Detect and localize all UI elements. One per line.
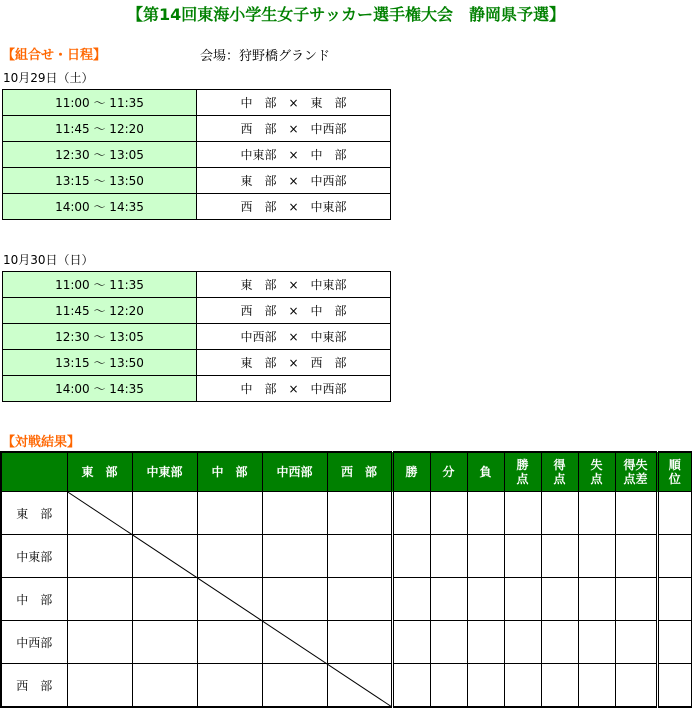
day-1-label: 10月29日（土） <box>3 71 94 85</box>
stat-header-rank: 順 位 <box>657 452 692 492</box>
score-cell <box>327 492 392 535</box>
results-header-row <box>1 452 692 492</box>
match-time: 12:30 ～ 13:05 <box>3 142 197 168</box>
score-cell <box>67 621 132 664</box>
score-cell <box>262 578 327 621</box>
table-row <box>3 272 391 298</box>
schedule-table-day-1 <box>2 89 391 220</box>
score-cell <box>262 535 327 578</box>
team-row-header: 中 部 <box>1 578 67 621</box>
stat-cell <box>541 492 578 535</box>
stat-cell <box>392 535 430 578</box>
stat-cell <box>541 621 578 664</box>
match-pairing: 西 部 × 中西部 <box>197 116 391 142</box>
venue-label: 会場：狩野橋グランド <box>200 49 331 64</box>
stat-cell <box>504 664 541 708</box>
score-cell <box>132 492 197 535</box>
stat-cell <box>615 535 657 578</box>
stat-cell <box>578 621 615 664</box>
stat-cell <box>578 535 615 578</box>
match-time: 12:30 ～ 13:05 <box>3 324 197 350</box>
table-row <box>3 142 391 168</box>
table-row <box>1 664 692 708</box>
score-cell <box>327 535 392 578</box>
score-cell <box>327 664 392 708</box>
team-row-header: 西 部 <box>1 664 67 708</box>
score-cell <box>197 621 262 664</box>
score-cell <box>132 578 197 621</box>
team-column-header: 東 部 <box>67 452 132 492</box>
team-column-header: 西 部 <box>327 452 392 492</box>
page-title: 【第14回東海小学生女子サッカー選手権大会 静岡県予選】 <box>127 5 565 24</box>
score-cell <box>67 535 132 578</box>
team-row-header: 東 部 <box>1 492 67 535</box>
score-cell <box>327 621 392 664</box>
match-pairing: 中 部 × 中西部 <box>197 376 391 402</box>
stat-cell <box>467 535 504 578</box>
score-cell <box>262 621 327 664</box>
score-cell <box>67 578 132 621</box>
match-pairing: 西 部 × 中 部 <box>197 298 391 324</box>
stat-cell <box>430 578 467 621</box>
stat-cell <box>541 664 578 708</box>
table-row <box>3 116 391 142</box>
match-pairing: 西 部 × 中東部 <box>197 194 391 220</box>
match-pairing: 東 部 × 中西部 <box>197 168 391 194</box>
score-cell <box>262 664 327 708</box>
stat-cell <box>392 578 430 621</box>
score-cell <box>262 492 327 535</box>
stat-cell <box>657 578 692 621</box>
table-row <box>3 194 391 220</box>
stat-cell <box>392 664 430 708</box>
stat-cell <box>467 621 504 664</box>
team-row-header: 中東部 <box>1 535 67 578</box>
corner-cell <box>1 452 67 492</box>
match-pairing: 東 部 × 西 部 <box>197 350 391 376</box>
table-row <box>1 535 692 578</box>
match-time: 13:15 ～ 13:50 <box>3 168 197 194</box>
match-pairing: 東 部 × 中東部 <box>197 272 391 298</box>
stat-cell <box>578 664 615 708</box>
stat-cell <box>578 578 615 621</box>
stat-cell <box>615 578 657 621</box>
score-cell <box>67 492 132 535</box>
match-time: 11:45 ～ 12:20 <box>3 298 197 324</box>
score-cell <box>132 621 197 664</box>
match-time: 11:00 ～ 11:35 <box>3 272 197 298</box>
table-row <box>1 578 692 621</box>
results-heading: 【対戦結果】 <box>2 435 81 450</box>
day-2-label: 10月30日（日） <box>3 253 94 267</box>
stat-cell <box>541 535 578 578</box>
stat-cell <box>657 621 692 664</box>
team-column-header: 中東部 <box>132 452 197 492</box>
stat-cell <box>657 664 692 708</box>
schedule-table-day-2 <box>2 271 391 402</box>
table-row <box>1 621 692 664</box>
score-cell <box>197 664 262 708</box>
stat-header-goals-against: 失 点 <box>578 452 615 492</box>
match-time: 11:00 ～ 11:35 <box>3 90 197 116</box>
team-row-header: 中西部 <box>1 621 67 664</box>
stat-cell <box>430 535 467 578</box>
stat-cell <box>467 664 504 708</box>
table-row <box>3 168 391 194</box>
match-pairing: 中 部 × 東 部 <box>197 90 391 116</box>
score-cell <box>132 535 197 578</box>
table-row <box>3 298 391 324</box>
stat-cell <box>615 664 657 708</box>
table-row <box>3 90 391 116</box>
score-cell <box>197 535 262 578</box>
stat-cell <box>504 535 541 578</box>
stat-cell <box>504 578 541 621</box>
schedule-heading: 【組合せ・日程】 <box>2 48 107 63</box>
stat-header-draws: 分 <box>430 452 467 492</box>
table-row <box>3 350 391 376</box>
stat-header-wins: 勝 <box>392 452 430 492</box>
stat-cell <box>392 492 430 535</box>
stat-cell <box>541 578 578 621</box>
table-row <box>1 492 692 535</box>
match-pairing: 中東部 × 中 部 <box>197 142 391 168</box>
stat-cell <box>430 621 467 664</box>
stat-cell <box>615 492 657 535</box>
results-table <box>0 451 692 708</box>
stat-cell <box>430 664 467 708</box>
score-cell <box>132 664 197 708</box>
score-cell <box>197 578 262 621</box>
score-cell <box>197 492 262 535</box>
score-cell <box>67 664 132 708</box>
table-row <box>3 376 391 402</box>
table-row <box>3 324 391 350</box>
stat-cell <box>615 621 657 664</box>
stat-cell <box>657 535 692 578</box>
stat-cell <box>392 621 430 664</box>
stat-header-points: 勝 点 <box>504 452 541 492</box>
match-time: 11:45 ～ 12:20 <box>3 116 197 142</box>
stat-cell <box>504 492 541 535</box>
match-time: 14:00 ～ 14:35 <box>3 376 197 402</box>
score-cell <box>327 578 392 621</box>
stat-cell <box>430 492 467 535</box>
team-column-header: 中西部 <box>262 452 327 492</box>
stat-cell <box>467 492 504 535</box>
stat-cell <box>578 492 615 535</box>
stat-cell <box>657 492 692 535</box>
match-time: 14:00 ～ 14:35 <box>3 194 197 220</box>
team-column-header: 中 部 <box>197 452 262 492</box>
stat-header-goal-difference: 得失 点差 <box>615 452 657 492</box>
match-time: 13:15 ～ 13:50 <box>3 350 197 376</box>
match-pairing: 中西部 × 中東部 <box>197 324 391 350</box>
stat-cell <box>504 621 541 664</box>
stat-cell <box>467 578 504 621</box>
stat-header-losses: 負 <box>467 452 504 492</box>
stat-header-goals-for: 得 点 <box>541 452 578 492</box>
